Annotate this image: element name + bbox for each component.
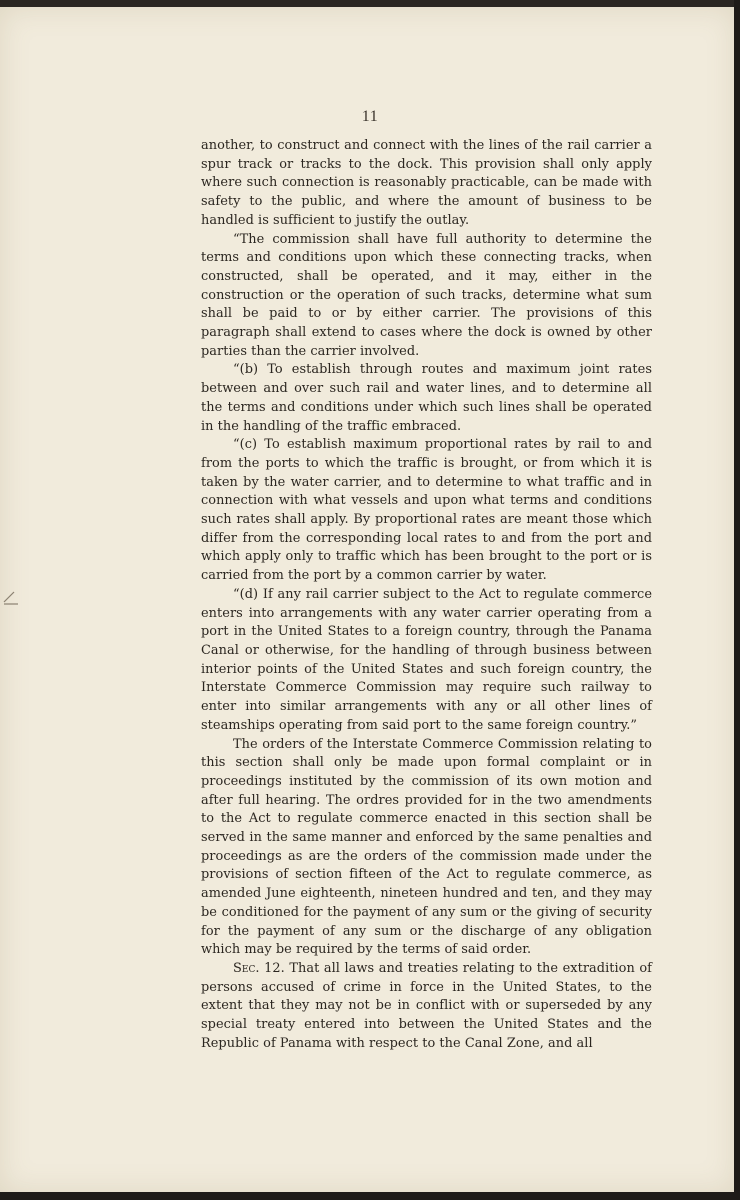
paragraph-b-through-routes: “(b) To establish through routes and maximum joint rates between and over such rail and water lines, and to determine all the terms and conditions under which such lines shall be operated in the handling of the traffic embraced.	[201, 362, 652, 434]
page-edge-right	[734, 0, 740, 1200]
paragraph-c-proportional-rates: “(c) To establish maximum proportional rates by rail to and from the ports to which the traffic is brought, or from which it is taken by the water carrier, and to determine to what traffic and in connection with what vessels and upon what terms and conditions such rates shall apply. By proportional rates are meant those which differ from the corresponding local rates to and from the port and which apply only to traffic which has been brought to the port or is carried from the port by a common carrier by water.	[201, 437, 652, 584]
paragraph-d-foreign-arrangements: “(d) If any rail carrier subject to the Act to regulate commerce enters into arrangements with any water carrier operating from a port in the United States to a foreign country, through the Panama Canal or otherwise, for the handling of through business between interior points of the United States and such foreign country, the Interstate Commerce Commission may require such railway to enter into similar arrangements with any or all other lines of steamships operating from said port to the same foreign country.”	[201, 586, 652, 733]
paragraph-orders: The orders of the Interstate Commerce Commission relating to this section shall only be made upon formal complaint or in proceedings instituted by the commission of its own motion and after full hearing. The ordres provided for in the two amendments to the Act to regulate commerce enacted in this section shall be served in the same manner and enforced by the same penalties and proceedings as are the orders of the commission made under the provisions of section fifteen of the Act to regulate commerce, as amended June eighteenth, nineteen hundred and ten, and they may be conditioned for the payment of any sum or the giving of security for the payment of any sum or the discharge of any obligation which may be required by the terms of said order.	[201, 736, 652, 958]
paragraph-commission-authority: “The commission shall have full authority to determine the terms and conditions upon which these connecting tracks, when constructed, shall be operated, and it may, either in the construction or the operation of such tracks, determine what sum shall be paid to or by either carrier. The provisions of this paragraph shall extend to cases where the dock is owned by other parties than the carrier involved.	[201, 231, 652, 359]
paragraph-continuation: another, to construct and connect with the lines of the rail carrier a spur track or tracks to the dock. This provision shall only apply where such connection is reasonably practicable, can be made with safety to the public, and where the amount of business to be handled is sufficient to justify the outlay.	[201, 138, 652, 228]
section-12-paragraph	[201, 960, 652, 1054]
body-text	[201, 137, 652, 1053]
section-12-text: 12. That all laws and treaties relating to the extradition of persons accused of crime in force in the United States, to the extent that they may not be in conflict with or superseded by any special treaty entered into between the United States and the Republic of Panama with respect to the Canal Zone, and all	[201, 960, 653, 1051]
margin-pencil-mark-icon	[2, 590, 20, 606]
page-edge-bottom	[0, 1192, 740, 1200]
section-label: Sec.	[233, 960, 260, 976]
page-number: 11	[361, 108, 379, 125]
document-page	[0, 7, 736, 1193]
